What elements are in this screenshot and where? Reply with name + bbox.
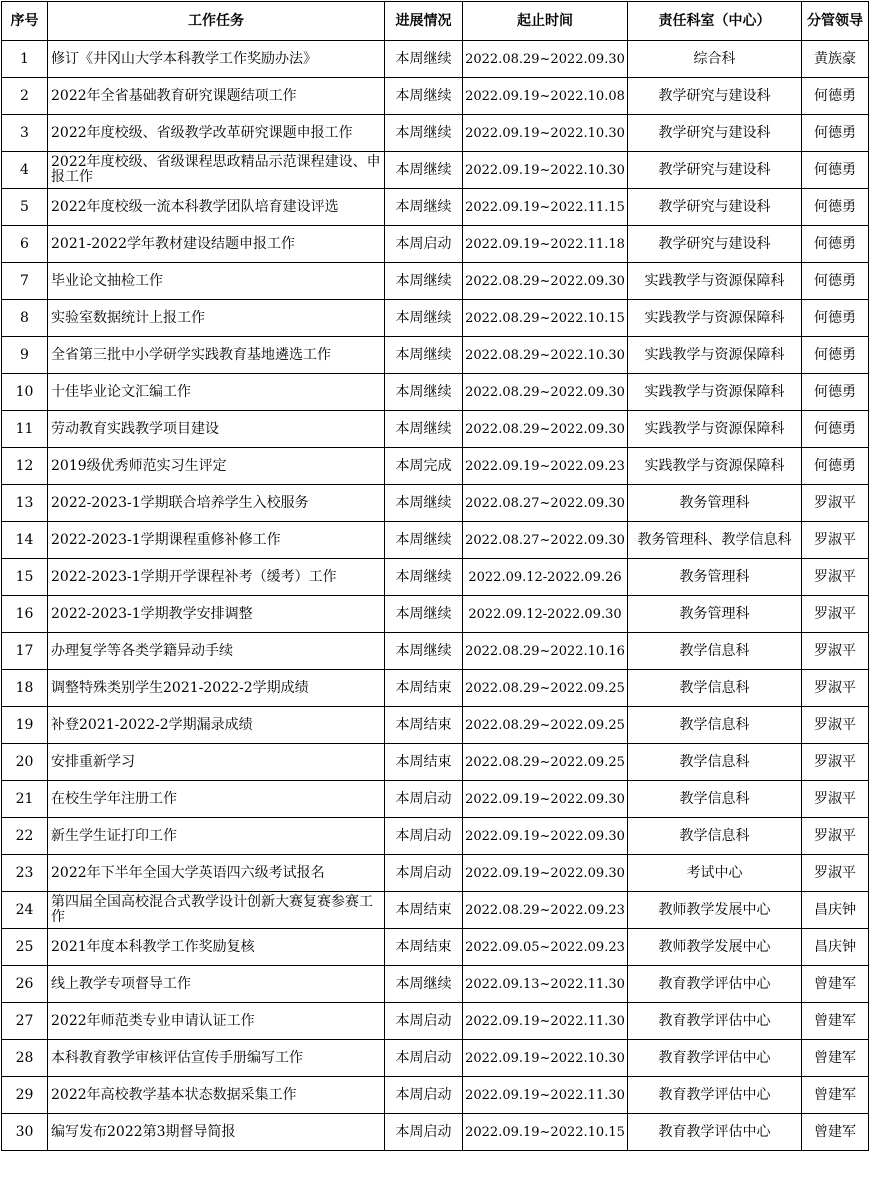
row-leader: 罗淑平 xyxy=(802,670,869,707)
row-leader: 罗淑平 xyxy=(802,707,869,744)
row-task: 2021-2022学年教材建设结题申报工作 xyxy=(48,226,385,263)
row-department: 教学研究与建设科 xyxy=(628,78,802,115)
row-period: 2022.09.19~2022.09.30 xyxy=(463,855,628,892)
row-leader: 曾建军 xyxy=(802,1114,869,1151)
row-leader: 何德勇 xyxy=(802,374,869,411)
row-index: 14 xyxy=(2,522,48,559)
table-header-row xyxy=(2,2,869,41)
row-task: 2022年度校级、省级课程思政精品示范课程建设、申报工作 xyxy=(48,152,385,189)
table-row xyxy=(2,633,869,670)
row-progress: 本周继续 xyxy=(385,263,463,300)
row-department: 实践教学与资源保障科 xyxy=(628,374,802,411)
table-row xyxy=(2,707,869,744)
row-leader: 罗淑平 xyxy=(802,744,869,781)
row-progress: 本周结束 xyxy=(385,744,463,781)
row-leader: 昌庆钟 xyxy=(802,892,869,929)
row-department: 实践教学与资源保障科 xyxy=(628,300,802,337)
row-department: 教务管理科 xyxy=(628,559,802,596)
row-task: 编写发布2022第3期督导简报 xyxy=(48,1114,385,1151)
row-leader: 何德勇 xyxy=(802,411,869,448)
row-department: 教学信息科 xyxy=(628,707,802,744)
row-period: 2022.09.12-2022.09.26 xyxy=(463,559,628,596)
table-row xyxy=(2,115,869,152)
row-index: 9 xyxy=(2,337,48,374)
row-department: 实践教学与资源保障科 xyxy=(628,337,802,374)
row-task: 2022年高校教学基本状态数据采集工作 xyxy=(48,1077,385,1114)
table-row xyxy=(2,1114,869,1151)
row-period: 2022.09.19~2022.11.18 xyxy=(463,226,628,263)
row-period: 2022.08.29~2022.09.30 xyxy=(463,263,628,300)
table-row xyxy=(2,78,869,115)
row-progress: 本周结束 xyxy=(385,670,463,707)
row-department: 教学研究与建设科 xyxy=(628,189,802,226)
row-leader: 何德勇 xyxy=(802,263,869,300)
row-period: 2022.09.12-2022.09.30 xyxy=(463,596,628,633)
row-leader: 何德勇 xyxy=(802,337,869,374)
row-period: 2022.08.29~2022.09.25 xyxy=(463,707,628,744)
row-department: 教学信息科 xyxy=(628,670,802,707)
row-progress: 本周继续 xyxy=(385,522,463,559)
row-leader: 罗淑平 xyxy=(802,781,869,818)
row-task: 新生学生证打印工作 xyxy=(48,818,385,855)
row-department: 教育教学评估中心 xyxy=(628,1114,802,1151)
row-department: 教务管理科、教学信息科 xyxy=(628,522,802,559)
table-row xyxy=(2,855,869,892)
row-period: 2022.08.27~2022.09.30 xyxy=(463,522,628,559)
table-row xyxy=(2,559,869,596)
row-index: 20 xyxy=(2,744,48,781)
row-task: 全省第三批中小学研学实践教育基地遴选工作 xyxy=(48,337,385,374)
row-department: 教育教学评估中心 xyxy=(628,966,802,1003)
row-progress: 本周继续 xyxy=(385,78,463,115)
row-leader: 何德勇 xyxy=(802,226,869,263)
row-period: 2022.09.19~2022.10.30 xyxy=(463,1040,628,1077)
row-period: 2022.09.19~2022.11.30 xyxy=(463,1003,628,1040)
row-department: 教学信息科 xyxy=(628,744,802,781)
row-period: 2022.08.29~2022.09.30 xyxy=(463,411,628,448)
row-progress: 本周继续 xyxy=(385,485,463,522)
row-index: 29 xyxy=(2,1077,48,1114)
table-row xyxy=(2,892,869,929)
row-period: 2022.08.29~2022.09.30 xyxy=(463,374,628,411)
row-index: 5 xyxy=(2,189,48,226)
row-progress: 本周启动 xyxy=(385,226,463,263)
row-progress: 本周继续 xyxy=(385,966,463,1003)
row-department: 教务管理科 xyxy=(628,485,802,522)
row-progress: 本周继续 xyxy=(385,374,463,411)
row-index: 12 xyxy=(2,448,48,485)
table-row xyxy=(2,300,869,337)
row-task: 2019级优秀师范实习生评定 xyxy=(48,448,385,485)
table-row xyxy=(2,929,869,966)
table-row xyxy=(2,411,869,448)
row-progress: 本周继续 xyxy=(385,41,463,78)
header-period: 起止时间 xyxy=(463,2,628,41)
row-leader: 何德勇 xyxy=(802,300,869,337)
row-department: 教育教学评估中心 xyxy=(628,1077,802,1114)
row-period: 2022.09.19~2022.10.15 xyxy=(463,1114,628,1151)
row-department: 教师教学发展中心 xyxy=(628,892,802,929)
row-progress: 本周继续 xyxy=(385,337,463,374)
table-row xyxy=(2,189,869,226)
row-index: 28 xyxy=(2,1040,48,1077)
header-leader: 分管领导 xyxy=(802,2,869,41)
row-task: 修订《井冈山大学本科教学工作奖励办法》 xyxy=(48,41,385,78)
row-period: 2022.08.29~2022.10.15 xyxy=(463,300,628,337)
row-progress: 本周继续 xyxy=(385,633,463,670)
row-leader: 曾建军 xyxy=(802,966,869,1003)
row-index: 8 xyxy=(2,300,48,337)
row-progress: 本周继续 xyxy=(385,152,463,189)
row-task: 安排重新学习 xyxy=(48,744,385,781)
row-leader: 何德勇 xyxy=(802,189,869,226)
row-progress: 本周继续 xyxy=(385,559,463,596)
row-progress: 本周启动 xyxy=(385,781,463,818)
row-department: 教育教学评估中心 xyxy=(628,1040,802,1077)
row-leader: 何德勇 xyxy=(802,78,869,115)
row-leader: 罗淑平 xyxy=(802,818,869,855)
table-row xyxy=(2,744,869,781)
row-leader: 何德勇 xyxy=(802,115,869,152)
row-progress: 本周启动 xyxy=(385,1003,463,1040)
table-row xyxy=(2,596,869,633)
row-task: 第四届全国高校混合式教学设计创新大赛复赛参赛工作 xyxy=(48,892,385,929)
row-task: 2021年度本科教学工作奖励复核 xyxy=(48,929,385,966)
row-leader: 昌庆钟 xyxy=(802,929,869,966)
table-row xyxy=(2,337,869,374)
row-task: 2022年下半年全国大学英语四六级考试报名 xyxy=(48,855,385,892)
row-task: 在校生学年注册工作 xyxy=(48,781,385,818)
row-period: 2022.09.19~2022.11.15 xyxy=(463,189,628,226)
row-progress: 本周启动 xyxy=(385,1077,463,1114)
table-row xyxy=(2,522,869,559)
row-progress: 本周启动 xyxy=(385,855,463,892)
row-period: 2022.09.13~2022.11.30 xyxy=(463,966,628,1003)
row-leader: 黄族豪 xyxy=(802,41,869,78)
row-task: 2022年度校级、省级教学改革研究课题申报工作 xyxy=(48,115,385,152)
row-period: 2022.08.27~2022.09.30 xyxy=(463,485,628,522)
table-row xyxy=(2,263,869,300)
row-department: 教师教学发展中心 xyxy=(628,929,802,966)
row-index: 10 xyxy=(2,374,48,411)
row-period: 2022.08.29~2022.09.25 xyxy=(463,744,628,781)
row-task: 2022-2023-1学期教学安排调整 xyxy=(48,596,385,633)
row-index: 13 xyxy=(2,485,48,522)
row-period: 2022.09.19~2022.09.30 xyxy=(463,818,628,855)
row-task: 2022-2023-1学期联合培养学生入校服务 xyxy=(48,485,385,522)
row-task: 线上教学专项督导工作 xyxy=(48,966,385,1003)
row-index: 1 xyxy=(2,41,48,78)
row-leader: 罗淑平 xyxy=(802,596,869,633)
row-period: 2022.08.29~2022.10.16 xyxy=(463,633,628,670)
row-progress: 本周启动 xyxy=(385,1114,463,1151)
row-period: 2022.09.19~2022.09.23 xyxy=(463,448,628,485)
row-period: 2022.09.05~2022.09.23 xyxy=(463,929,628,966)
row-index: 26 xyxy=(2,966,48,1003)
row-progress: 本周继续 xyxy=(385,115,463,152)
row-department: 考试中心 xyxy=(628,855,802,892)
row-task: 办理复学等各类学籍异动手续 xyxy=(48,633,385,670)
row-index: 3 xyxy=(2,115,48,152)
row-period: 2022.08.29~2022.09.23 xyxy=(463,892,628,929)
row-progress: 本周继续 xyxy=(385,596,463,633)
table-row xyxy=(2,152,869,189)
row-index: 30 xyxy=(2,1114,48,1151)
row-department: 实践教学与资源保障科 xyxy=(628,411,802,448)
table-row xyxy=(2,374,869,411)
row-index: 22 xyxy=(2,818,48,855)
row-progress: 本周结束 xyxy=(385,707,463,744)
row-index: 4 xyxy=(2,152,48,189)
row-task: 本科教育教学审核评估宣传手册编写工作 xyxy=(48,1040,385,1077)
row-task: 调整特殊类别学生2021-2022-2学期成绩 xyxy=(48,670,385,707)
row-department: 综合科 xyxy=(628,41,802,78)
table-row xyxy=(2,1040,869,1077)
row-progress: 本周结束 xyxy=(385,892,463,929)
row-leader: 何德勇 xyxy=(802,152,869,189)
row-task: 2022年度校级一流本科教学团队培育建设评选 xyxy=(48,189,385,226)
table-row xyxy=(2,781,869,818)
row-leader: 曾建军 xyxy=(802,1077,869,1114)
row-index: 27 xyxy=(2,1003,48,1040)
row-leader: 罗淑平 xyxy=(802,633,869,670)
row-period: 2022.09.19~2022.10.30 xyxy=(463,152,628,189)
row-department: 教学信息科 xyxy=(628,633,802,670)
row-index: 17 xyxy=(2,633,48,670)
row-leader: 曾建军 xyxy=(802,1040,869,1077)
row-leader: 罗淑平 xyxy=(802,485,869,522)
row-task: 2022年全省基础教育研究课题结项工作 xyxy=(48,78,385,115)
header-task: 工作任务 xyxy=(48,2,385,41)
row-leader: 罗淑平 xyxy=(802,559,869,596)
row-leader: 曾建军 xyxy=(802,1003,869,1040)
row-department: 教务管理科 xyxy=(628,596,802,633)
row-period: 2022.09.19~2022.10.08 xyxy=(463,78,628,115)
row-task: 十佳毕业论文汇编工作 xyxy=(48,374,385,411)
header-index: 序号 xyxy=(2,2,48,41)
row-department: 教学信息科 xyxy=(628,818,802,855)
row-task: 劳动教育实践教学项目建设 xyxy=(48,411,385,448)
row-department: 实践教学与资源保障科 xyxy=(628,263,802,300)
row-task: 补登2021-2022-2学期漏录成绩 xyxy=(48,707,385,744)
row-index: 18 xyxy=(2,670,48,707)
row-index: 25 xyxy=(2,929,48,966)
table-body xyxy=(2,41,869,1151)
table-row xyxy=(2,41,869,78)
row-index: 2 xyxy=(2,78,48,115)
header-department: 责任科室（中心） xyxy=(628,2,802,41)
row-index: 15 xyxy=(2,559,48,596)
row-task: 2022-2023-1学期开学课程补考（缓考）工作 xyxy=(48,559,385,596)
row-leader: 罗淑平 xyxy=(802,855,869,892)
table-row xyxy=(2,1077,869,1114)
row-period: 2022.09.19~2022.10.30 xyxy=(463,115,628,152)
row-index: 21 xyxy=(2,781,48,818)
row-department: 教学信息科 xyxy=(628,781,802,818)
row-period: 2022.08.29~2022.10.30 xyxy=(463,337,628,374)
table-row xyxy=(2,448,869,485)
table-row xyxy=(2,818,869,855)
row-index: 11 xyxy=(2,411,48,448)
table-row xyxy=(2,670,869,707)
row-index: 16 xyxy=(2,596,48,633)
row-department: 教育教学评估中心 xyxy=(628,1003,802,1040)
row-progress: 本周启动 xyxy=(385,818,463,855)
row-index: 7 xyxy=(2,263,48,300)
work-task-table xyxy=(1,1,869,1151)
row-department: 教学研究与建设科 xyxy=(628,226,802,263)
row-department: 教学研究与建设科 xyxy=(628,115,802,152)
row-task: 2022年师范类专业申请认证工作 xyxy=(48,1003,385,1040)
row-progress: 本周结束 xyxy=(385,929,463,966)
row-progress: 本周继续 xyxy=(385,300,463,337)
header-progress: 进展情况 xyxy=(385,2,463,41)
row-index: 6 xyxy=(2,226,48,263)
table-row xyxy=(2,226,869,263)
row-progress: 本周启动 xyxy=(385,1040,463,1077)
row-leader: 何德勇 xyxy=(802,448,869,485)
row-leader: 罗淑平 xyxy=(802,522,869,559)
row-period: 2022.09.19~2022.09.30 xyxy=(463,781,628,818)
row-index: 24 xyxy=(2,892,48,929)
table-row xyxy=(2,966,869,1003)
row-period: 2022.08.29~2022.09.25 xyxy=(463,670,628,707)
row-progress: 本周继续 xyxy=(385,189,463,226)
row-progress: 本周完成 xyxy=(385,448,463,485)
row-period: 2022.08.29~2022.09.30 xyxy=(463,41,628,78)
row-progress: 本周继续 xyxy=(385,411,463,448)
row-period: 2022.09.19~2022.11.30 xyxy=(463,1077,628,1114)
row-task: 毕业论文抽检工作 xyxy=(48,263,385,300)
table-row xyxy=(2,485,869,522)
row-task: 2022-2023-1学期课程重修补修工作 xyxy=(48,522,385,559)
row-task: 实验室数据统计上报工作 xyxy=(48,300,385,337)
row-department: 教学研究与建设科 xyxy=(628,152,802,189)
table-row xyxy=(2,1003,869,1040)
row-index: 23 xyxy=(2,855,48,892)
row-index: 19 xyxy=(2,707,48,744)
row-department: 实践教学与资源保障科 xyxy=(628,448,802,485)
